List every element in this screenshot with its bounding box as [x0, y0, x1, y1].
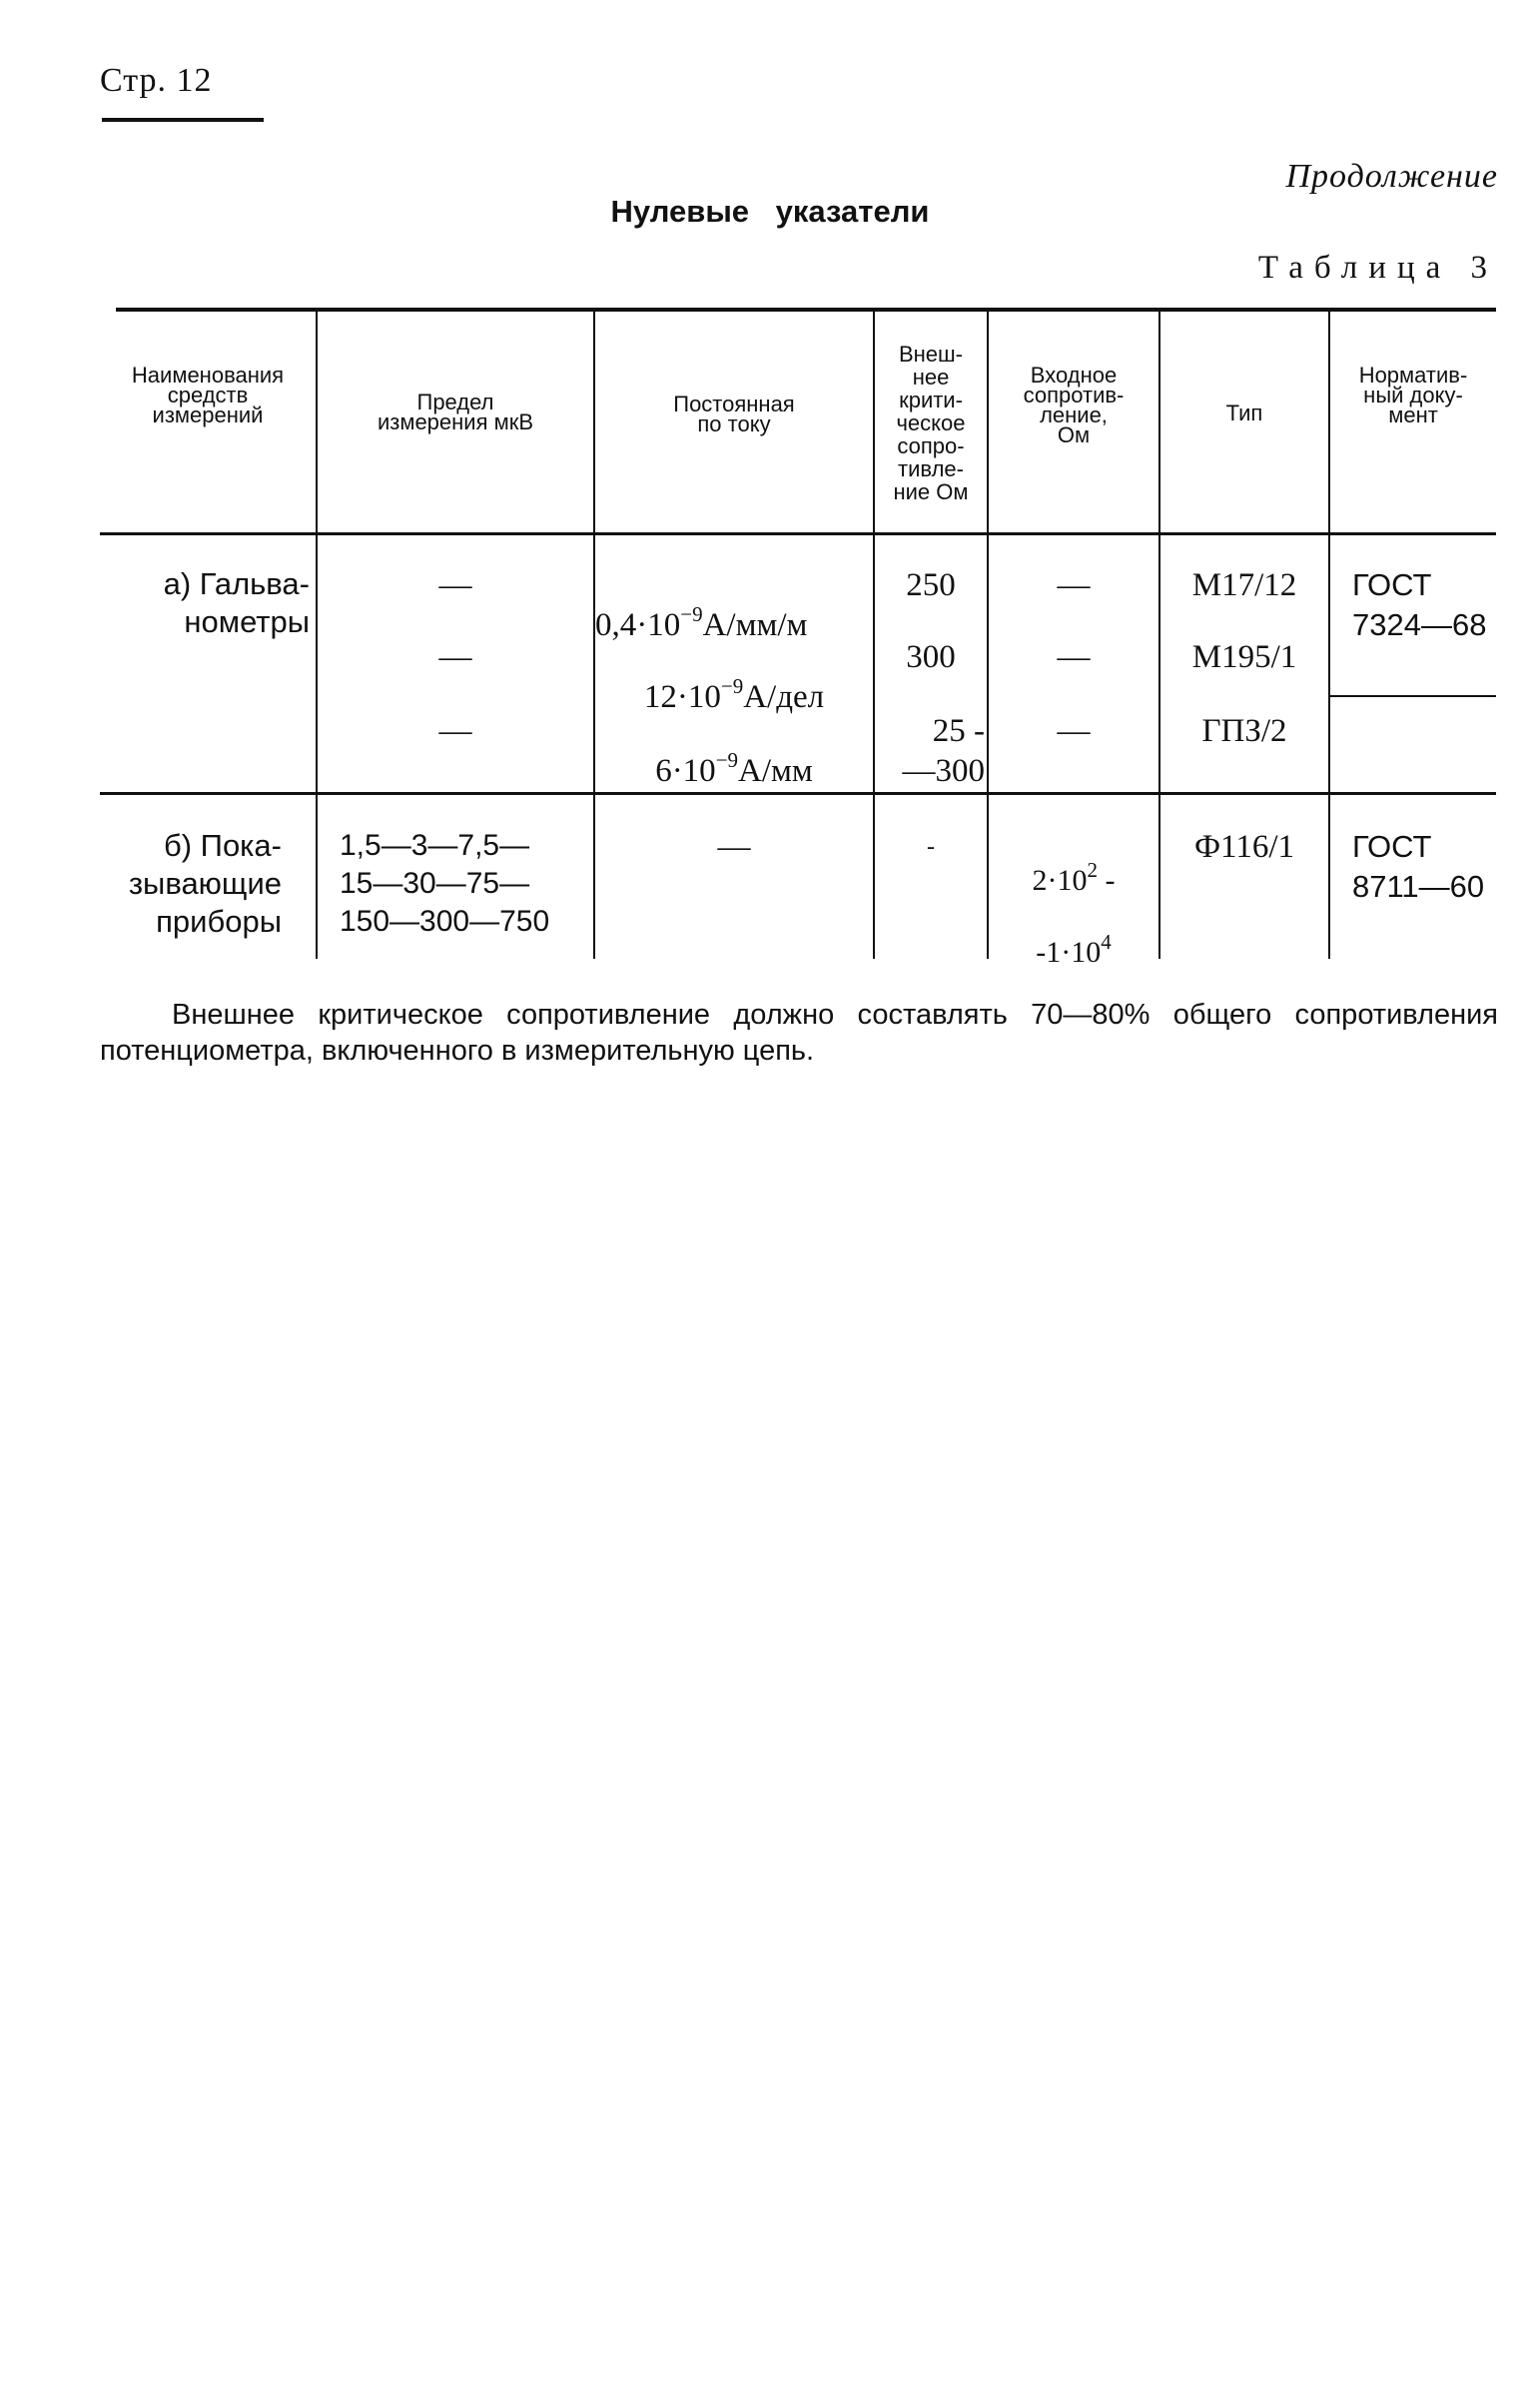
resistance-cell [875, 711, 987, 791]
header-cell-resistance [875, 343, 987, 503]
type-cell [1160, 637, 1328, 677]
group-b-name [96, 827, 282, 941]
limit-value: — [438, 639, 472, 675]
document-cell-rule [1330, 695, 1496, 697]
input-cell [989, 711, 1158, 751]
constant-value [595, 565, 807, 645]
resistance-value: 300 [906, 639, 956, 675]
input-cell [989, 827, 1158, 971]
constant-cell [595, 711, 873, 791]
constant-base: 12·10 [643, 679, 721, 715]
note-paragraph: Внешнее критическое сопротивление должно составлять 70—80% общего сопротивления потенциометра, включенного в измерительную цепь. [100, 999, 1498, 1067]
page-number-rule [102, 118, 264, 122]
constant-exponent: −9 [720, 674, 744, 698]
header-cell-input [989, 363, 1158, 447]
constant-cell [595, 827, 873, 867]
header-constant-text: Постоянная по току [673, 392, 795, 436]
constant-exponent: −9 [680, 602, 703, 626]
header-input-text: Входное сопротив- ление, Ом [1023, 363, 1125, 447]
group-a-name [96, 565, 310, 641]
constant-unit: А/мм/м [702, 607, 808, 643]
input-value: — [1057, 713, 1091, 749]
type-value: М195/1 [1191, 639, 1297, 675]
group-b-name-text: б) Пока- зывающие приборы [128, 828, 282, 939]
header-cell-document [1330, 363, 1496, 427]
header-bottom-rule [100, 532, 1496, 535]
table-row [318, 565, 593, 605]
table-row [318, 637, 593, 677]
header-cell-limit [318, 390, 593, 434]
document-cell [1352, 827, 1496, 907]
limit-cell [340, 827, 589, 941]
type-cell [1160, 827, 1328, 867]
document-value: ГОСТ 8711—60 [1352, 829, 1485, 904]
constant-value: — [717, 829, 751, 865]
limit-value: 1,5—3—7,5— 15—30—75— 150—300—750 [340, 829, 550, 938]
limit-value: — [438, 713, 472, 749]
constant-base: 6·10 [655, 753, 716, 789]
group-divider-rule [100, 792, 1496, 795]
input-cell [989, 565, 1158, 605]
constant-value [655, 711, 813, 791]
header-type-text: Тип [1225, 400, 1263, 425]
table-label: Таблица 3 [1257, 250, 1498, 286]
type-value: Ф116/1 [1193, 829, 1294, 865]
constant-cell [595, 637, 873, 717]
header-cell-type [1160, 400, 1328, 425]
input-value: — [1057, 567, 1091, 603]
constant-unit: А/дел [743, 679, 825, 715]
resistance-value: 25 - —300 [902, 713, 985, 789]
header-name-text: Наименования средств измерений [131, 363, 285, 427]
limit-value: — [438, 567, 472, 603]
document-value: ГОСТ 7324—68 [1352, 567, 1487, 642]
table-row [318, 711, 593, 751]
input-value-line2 [1036, 899, 1111, 971]
continuation-label: Продолжение [1285, 158, 1498, 195]
type-cell [1160, 565, 1328, 605]
input-line2-base: -1·10 [1036, 936, 1102, 969]
table-top-rule [116, 308, 1496, 312]
header-resistance-text: Внеш- нее крити- ческое сопро- тивле- ние Ом [893, 342, 969, 504]
type-value: М17/12 [1191, 567, 1297, 603]
resistance-cell [875, 637, 987, 677]
header-cell-constant [595, 392, 873, 436]
header-cell-name [100, 363, 316, 427]
section-title: Нулевые указатели [610, 194, 930, 229]
constant-base: 0,4·10 [595, 607, 681, 643]
input-line1-base: 2·10 [1032, 864, 1088, 897]
page-number: Стр. 12 [100, 62, 213, 99]
input-line1-tail: - [1098, 864, 1116, 897]
constant-value [644, 637, 824, 717]
input-line2-exponent: 4 [1101, 930, 1112, 954]
header-document-text: Норматив- ный доку- мент [1358, 363, 1468, 427]
resistance-value: 250 [906, 567, 956, 603]
constant-cell [595, 565, 873, 645]
input-value: — [1057, 639, 1091, 675]
header-limit-text: Предел измерения мкВ [377, 390, 534, 434]
type-value: ГПЗ/2 [1201, 713, 1287, 749]
constant-unit: А/мм [738, 753, 813, 789]
group-a-name-text: а) Гальва- нометры [163, 566, 310, 639]
resistance-value: - [927, 834, 935, 860]
type-cell [1160, 711, 1328, 751]
constant-exponent: −9 [715, 748, 739, 772]
input-line1-exponent: 2 [1087, 858, 1098, 882]
input-value-line1 [1033, 827, 1116, 899]
document-cell [1352, 565, 1496, 645]
resistance-cell [875, 827, 987, 867]
resistance-cell [875, 565, 987, 605]
input-cell [989, 637, 1158, 677]
